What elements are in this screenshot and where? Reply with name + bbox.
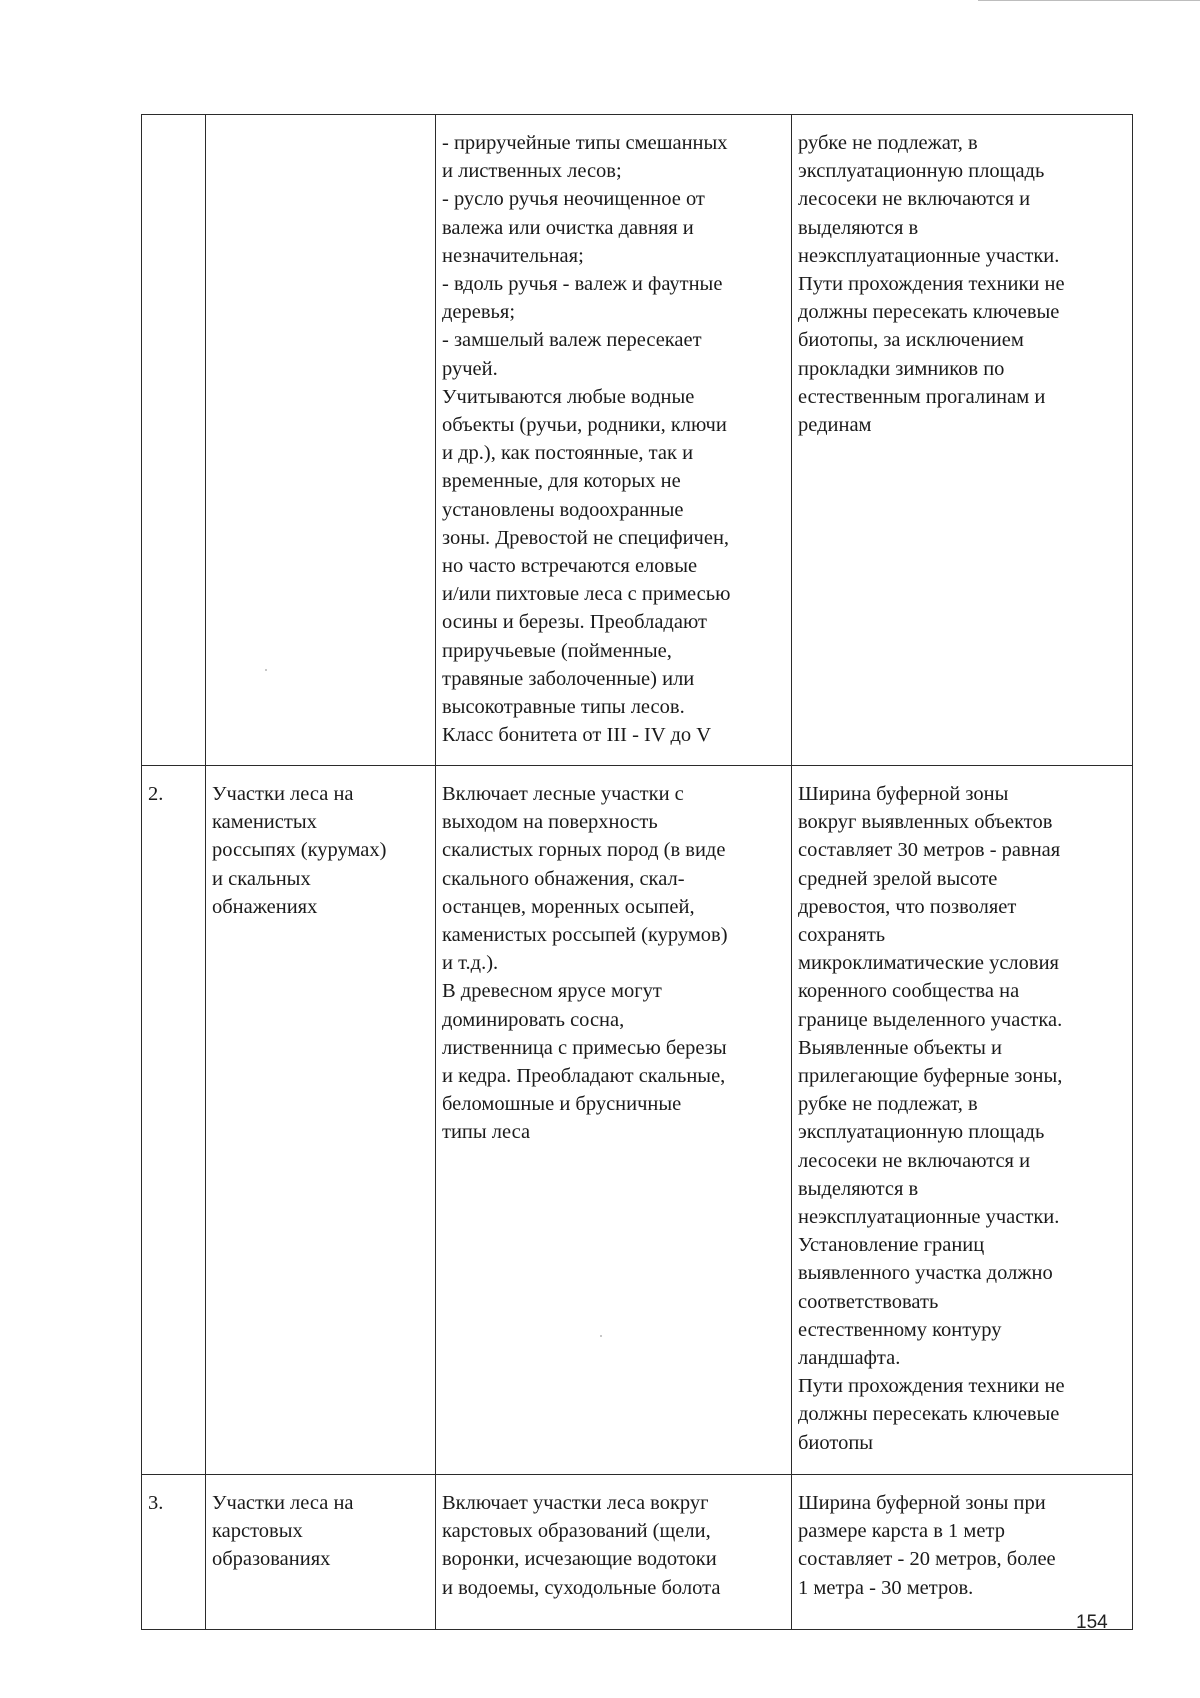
description-line: и кедра. Преобладают скальные, [442, 1065, 726, 1088]
description-line: Класс бонитета от III - IV до V [442, 724, 712, 747]
table-row [142, 115, 1133, 766]
object-name-line: россыпях (курумах) [212, 839, 387, 862]
description-cell [436, 766, 792, 1475]
measures-line: естественным прогалинам и [798, 385, 1046, 408]
measures-line: неэксплуатационные участки. [798, 244, 1060, 267]
top-edge-rule [978, 0, 1200, 1]
object-name-line: образованиях [212, 1548, 331, 1571]
measures-line: эксплуатационную площадь [798, 160, 1045, 183]
measures-line: 1 метра - 30 метров. [798, 1576, 974, 1599]
row-number-cell [142, 766, 206, 1475]
object-name-line: Участки леса на [212, 1492, 354, 1514]
object-name-line: карстовых [212, 1520, 303, 1543]
description-line: и т.д.). [442, 952, 499, 975]
description-line: - вдоль ручья - валеж и фаутные [442, 273, 723, 296]
measures-line: естественному контуру [798, 1318, 1002, 1341]
object-name-line: каменистых [212, 811, 317, 834]
object-name-line: обнажениях [212, 895, 318, 918]
object-name-cell [206, 766, 436, 1475]
description-line: зоны. Древостой не специфичен, [442, 526, 730, 549]
measures-line: микроклиматические условия [798, 952, 1059, 975]
description-line: - приручейные типы смешанных [442, 132, 728, 154]
description-line: останцев, моренных осыпей, [442, 895, 695, 918]
measures-line: коренного сообщества на [798, 980, 1020, 1003]
table-row [142, 1475, 1133, 1630]
description-line: скального обнажения, скал- [442, 867, 685, 890]
description-line: высокотравные типы лесов. [442, 696, 685, 719]
measures-line: границе выделенного участка. [798, 1008, 1063, 1031]
measures-line: выделяются в [798, 216, 919, 239]
page-number: 154 [1076, 1612, 1108, 1633]
description-line: доминировать сосна, [442, 1008, 625, 1031]
habitat-table [141, 114, 1133, 1630]
description-line: карстовых образований (щели, [442, 1520, 711, 1543]
row-number-cell [142, 1475, 206, 1630]
measures-line: выделяются в [798, 1177, 919, 1200]
measures-line: лесосеки не включаются и [798, 1149, 1031, 1172]
object-name-cell [206, 115, 436, 766]
description-line: - замшелый валеж пересекает [442, 329, 702, 352]
description-line: Учитываются любые водные [442, 385, 695, 408]
description-line: и др.), как постоянные, так и [442, 442, 694, 465]
measures-line: Пути прохождения техники не [798, 273, 1065, 296]
table-row [142, 766, 1133, 1475]
row-number: 3. [148, 1492, 164, 1514]
measures-line: должны пересекать ключевые [798, 301, 1060, 324]
measures-line: рединам [798, 414, 872, 437]
measures-cell [792, 766, 1133, 1475]
measures-line: рубке не подлежат, в [798, 1093, 978, 1116]
measures-line: соответствовать [798, 1290, 939, 1313]
measures-line: древостоя, что позволяет [798, 895, 1017, 918]
measures-line: прилегающие буферные зоны, [798, 1065, 1063, 1088]
description-line: Включает лесные участки с [442, 783, 684, 805]
description-line: временные, для которых не [442, 470, 681, 493]
measures-line: должны пересекать ключевые [798, 1403, 1060, 1426]
measures-line: ландшафта. [798, 1347, 901, 1370]
measures-line: составляет 30 метров - равная [798, 839, 1061, 862]
measures-line: Установление границ [798, 1234, 985, 1257]
measures-cell [792, 1475, 1133, 1630]
description-line: осины и березы. Преобладают [442, 611, 707, 634]
measures-line: средней зрелой высоте [798, 867, 998, 890]
description-line: валежа или очистка давняя и [442, 216, 694, 239]
description-cell [436, 115, 792, 766]
measures-line: выявленного участка должно [798, 1262, 1053, 1285]
measures-line: лесосеки не включаются и [798, 188, 1031, 211]
measures-line: рубке не подлежат, в [798, 132, 978, 154]
object-name-cell [206, 1475, 436, 1630]
measures-line: биотопы [798, 1431, 874, 1454]
description-line: травяные заболоченные) или [442, 667, 695, 690]
measures-line: биотопы, за исключением [798, 329, 1024, 352]
row-number-cell [142, 115, 206, 766]
measures-line: прокладки зимников по [798, 357, 1005, 380]
description-line: и водоемы, суходольные болота [442, 1576, 721, 1599]
object-name-line: Участки леса на [212, 783, 354, 805]
measures-line: Пути прохождения техники не [798, 1375, 1065, 1398]
measures-line: эксплуатационную площадь [798, 1121, 1045, 1144]
description-cell [436, 1475, 792, 1630]
description-line: приручьевые (пойменные, [442, 639, 672, 662]
scan-speck [600, 1335, 602, 1337]
description-line: Включает участки леса вокруг [442, 1492, 709, 1514]
description-line: и лиственных лесов; [442, 160, 622, 183]
description-line: беломошные и брусничные [442, 1093, 682, 1116]
description-line: воронки, исчезающие водотоки [442, 1548, 717, 1571]
row-number: 2. [148, 783, 164, 805]
description-line: и/или пихтовые леса с примесью [442, 583, 731, 606]
description-line: типы леса [442, 1121, 531, 1144]
measures-line: Ширина буферной зоны [798, 783, 1009, 805]
measures-line: сохранять [798, 924, 886, 947]
description-line: каменистых россыпей (курумов) [442, 924, 728, 947]
scan-speck [265, 669, 267, 671]
description-line: лиственница с примесью березы [442, 1036, 727, 1059]
object-name-line: и скальных [212, 867, 311, 890]
measures-line: размере карста в 1 метр [798, 1520, 1005, 1543]
measures-line: вокруг выявленных объектов [798, 811, 1053, 834]
description-line: В древесном ярусе могут [442, 980, 662, 1003]
measures-line: Выявленные объекты и [798, 1036, 1002, 1059]
description-line: установлены водоохранные [442, 498, 684, 521]
description-line: выходом на поверхность [442, 811, 658, 834]
description-line: но часто встречаются еловые [442, 555, 698, 578]
description-line: - русло ручья неочищенное от [442, 188, 705, 211]
description-line: ручей. [442, 357, 498, 380]
description-line: деревья; [442, 301, 516, 324]
measures-line: Ширина буферной зоны при [798, 1492, 1046, 1514]
description-line: незначительная; [442, 244, 584, 267]
measures-cell [792, 115, 1133, 766]
measures-line: составляет - 20 метров, более [798, 1548, 1056, 1571]
description-line: скалистых горных пород (в виде [442, 839, 726, 862]
description-line: объекты (ручьи, родники, ключи [442, 414, 727, 437]
measures-line: неэксплуатационные участки. [798, 1206, 1060, 1229]
